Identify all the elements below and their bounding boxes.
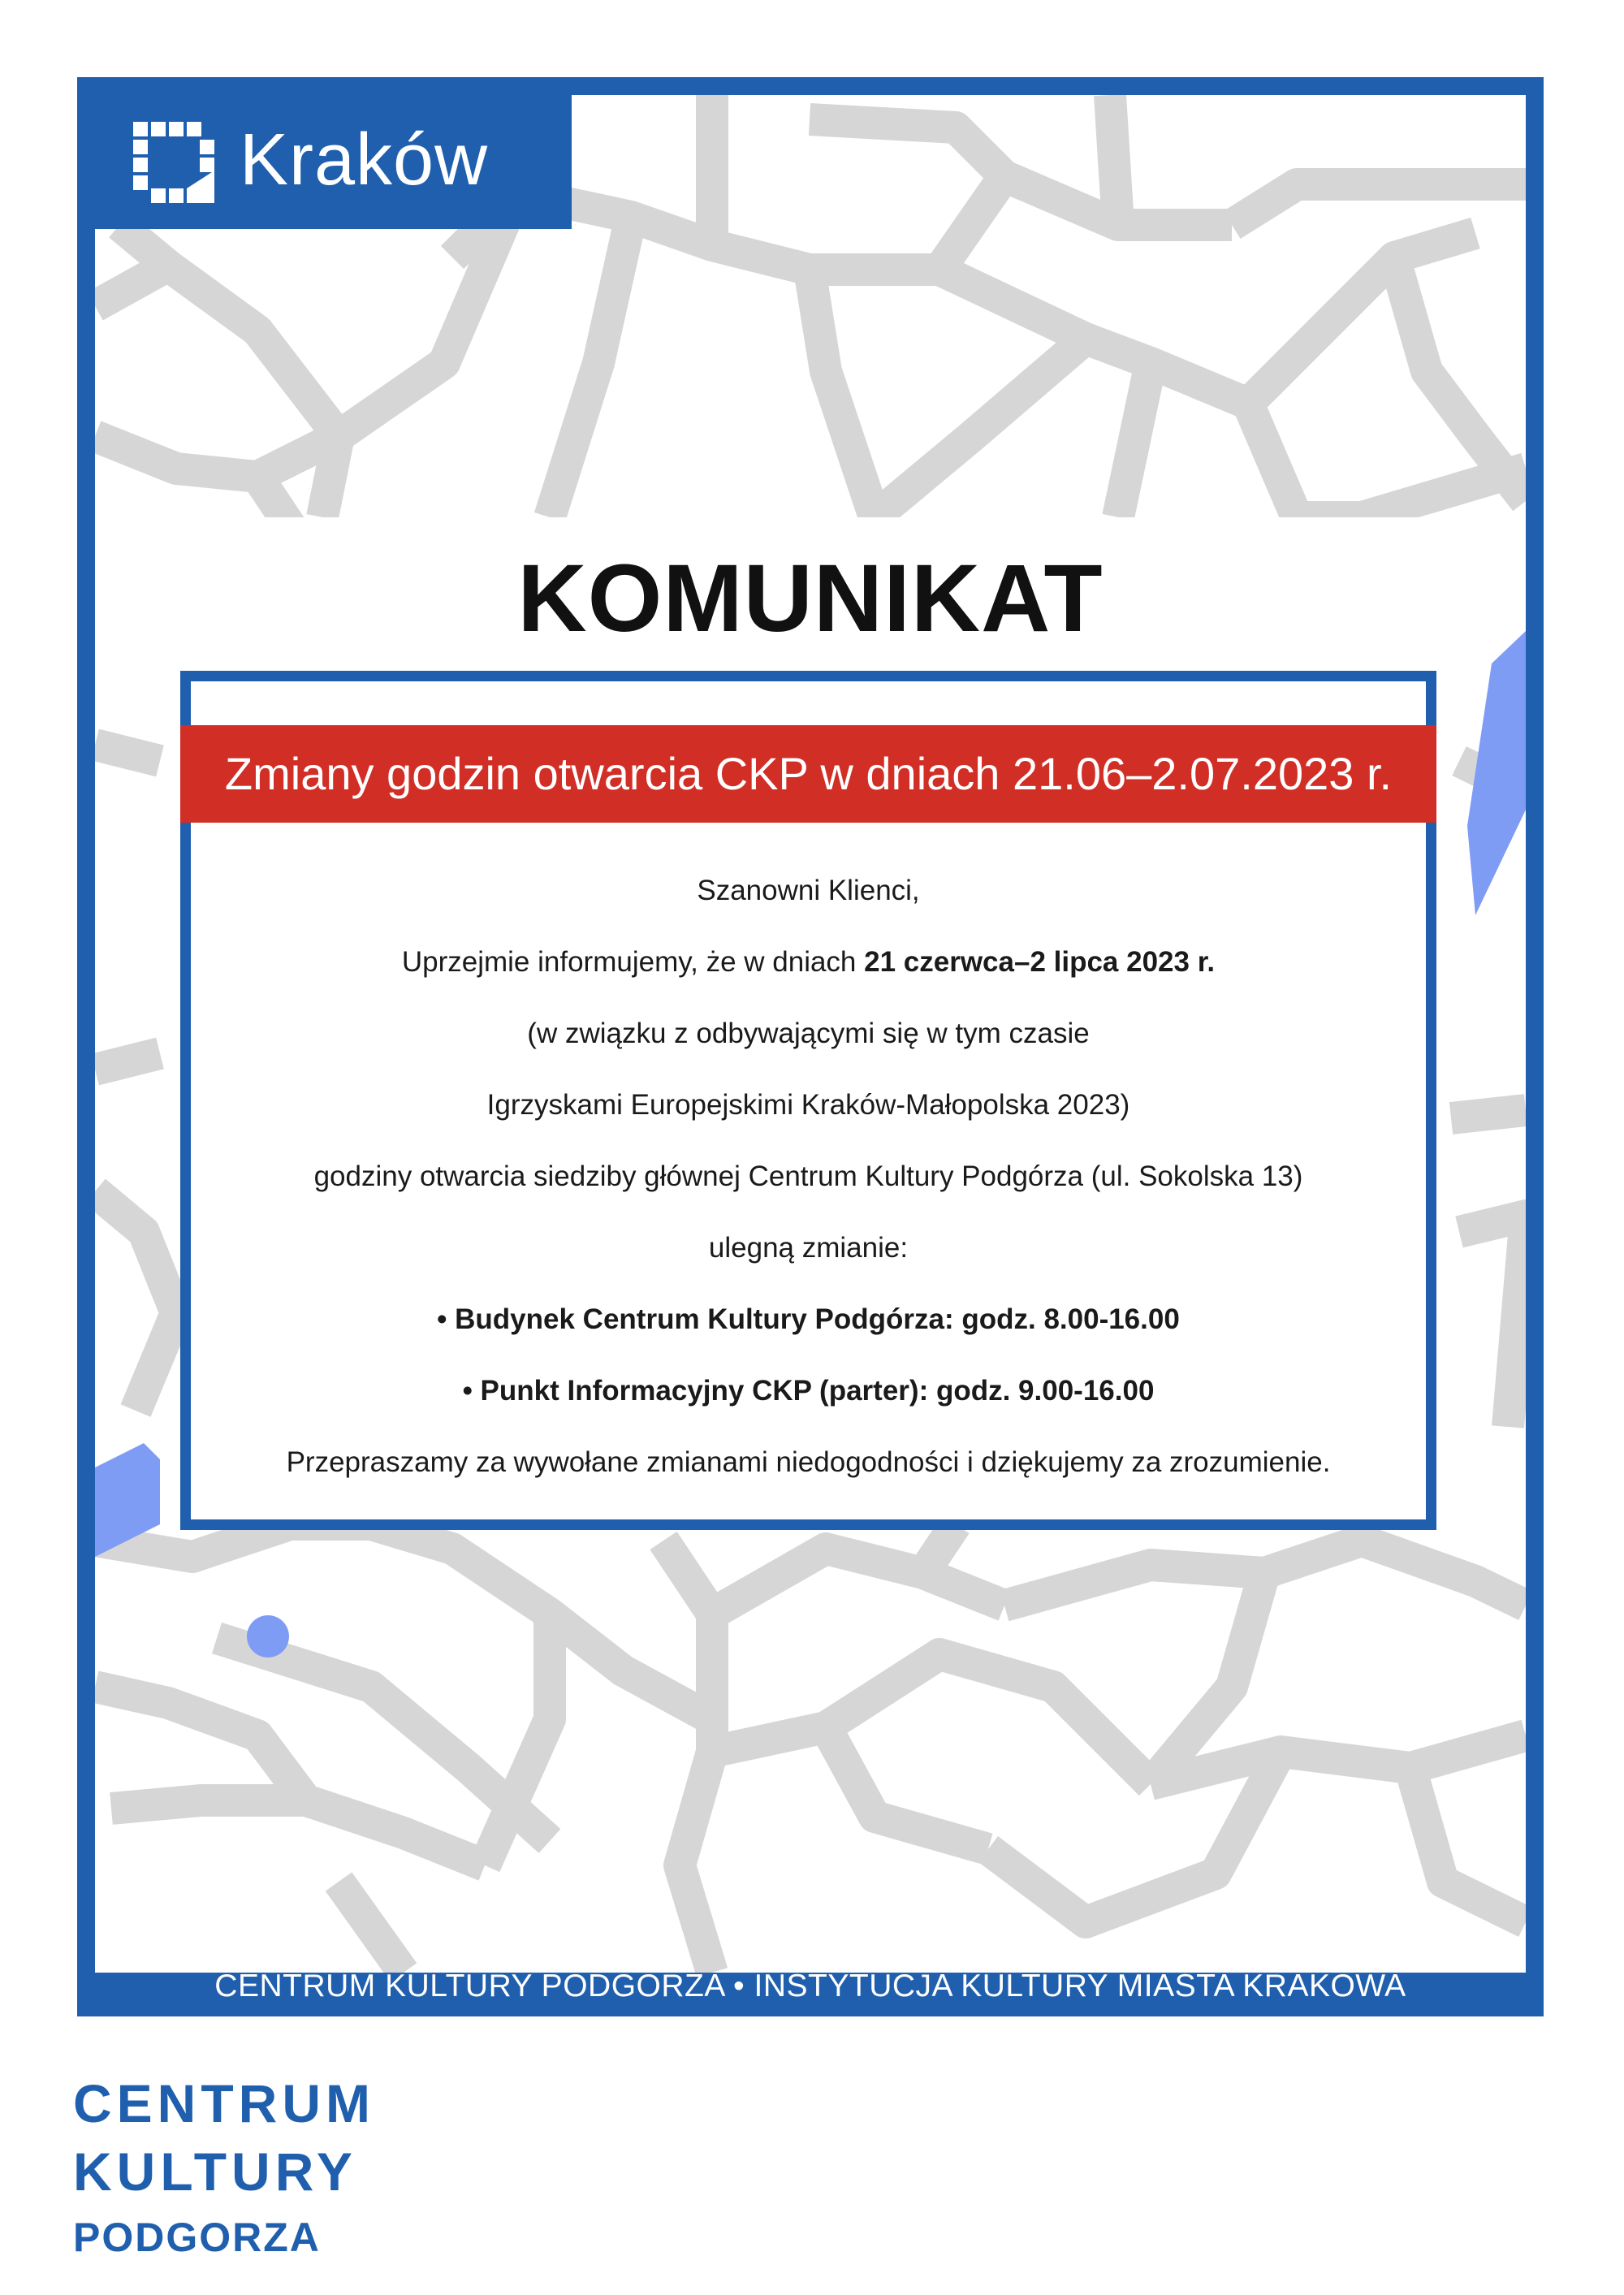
notice-poster: [77, 77, 1544, 2016]
krakow-city-mark-icon: [133, 122, 214, 203]
ckp-logo: [73, 2071, 375, 2274]
notice-line-location: godziny otwarcia siedziby głównej Centrum Kultury Podgórza (ul. Sokolska 13): [313, 1160, 1303, 1192]
hours-item-info-point: • Punkt Informacyjny CKP (parter): godz. 9.00-16.00: [462, 1375, 1155, 1407]
closing-line: Przepraszamy za wywołane zmianami niedogodności i dziękujemy za zrozumienie.: [286, 1446, 1331, 1478]
subtitle-banner: [180, 725, 1436, 823]
ckp-logo-line-1: CENTRUM: [73, 2073, 375, 2133]
subtitle: Zmiany godzin otwarcia CKP w dniach 21.06–2.07.2023 r.: [224, 748, 1393, 799]
notice-dates-bold: 21 czerwca–2 lipca 2023 r.: [864, 946, 1216, 978]
poster-content-area: [95, 95, 1526, 1973]
greeting: Szanowni Klienci,: [697, 875, 920, 906]
ckp-logo-line-2: KULTURY: [73, 2142, 357, 2202]
notice-line-change: ulegną zmianie:: [708, 1232, 909, 1264]
notice-line-dates: [180, 944, 1436, 981]
krakow-logo: [95, 95, 572, 229]
notice-line-context: (w związku z odbywającymi się w tym czasie: [527, 1018, 1090, 1049]
page-title: KOMUNIKAT: [517, 545, 1104, 652]
notice-line-dates-prefix: Uprzejmie informujemy, że w dniach: [401, 946, 865, 978]
hours-item-building: • Budynek Centrum Kultury Podgórza: godz. 8.00-16.00: [437, 1303, 1180, 1335]
notice-line-event: Igrzyskami Europejskimi Kraków-Małopolska 2023): [486, 1089, 1130, 1121]
ckp-logo-line-3: PODGORZA: [73, 2215, 321, 2260]
krakow-logo-text: Kraków: [240, 119, 489, 201]
footer-banner: CENTRUM KULTURY PODGÓRZA • INSTYTUCJA KULTURY MIASTA KRAKOWA: [214, 1969, 1406, 2003]
